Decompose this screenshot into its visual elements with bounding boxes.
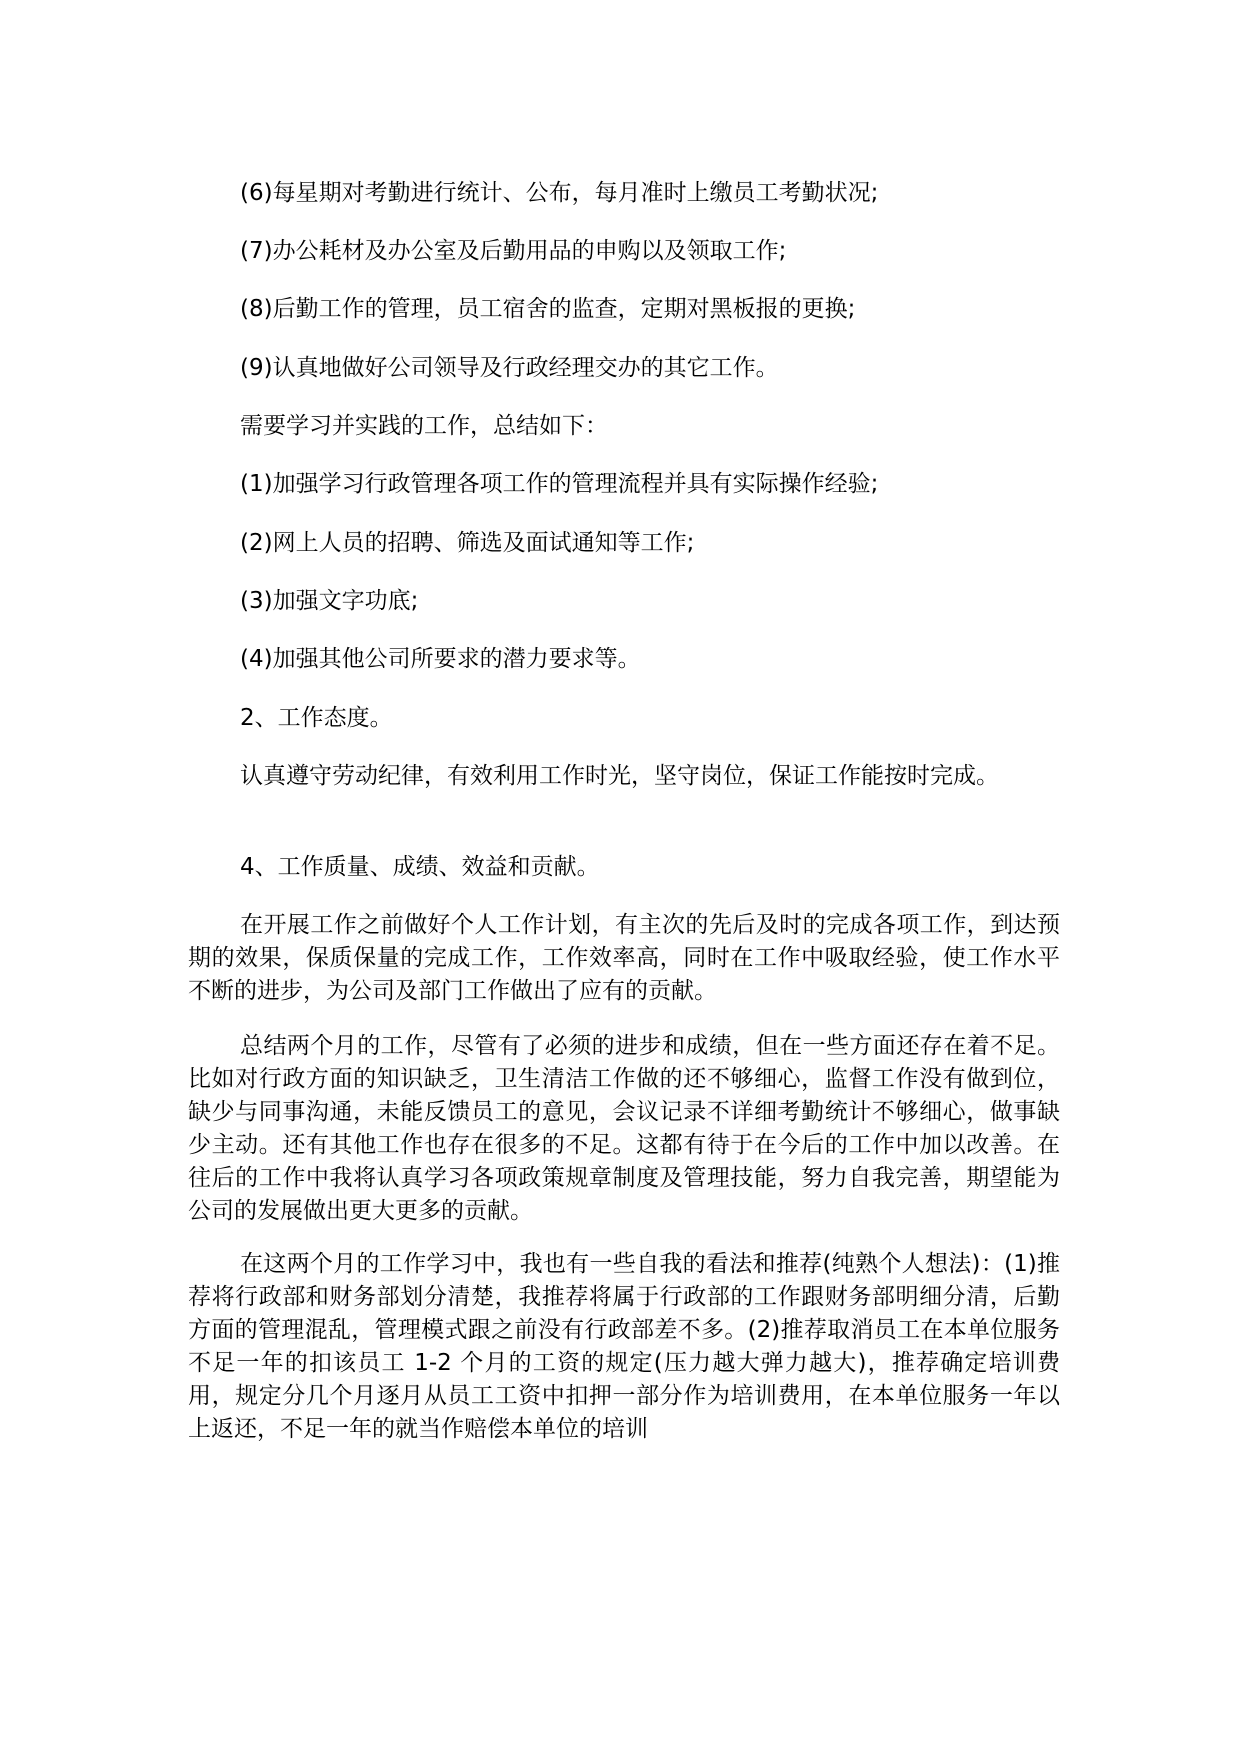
paragraph: 在开展工作之前做好个人工作计划，有主次的先后及时的完成各项工作，到达预期的效果，保质保量的完成工作，工作效率高，同时在工作中吸取经验，使工作水平不断的进步，为公司及部门工作做出了应有的贡献。 [188,912,1060,1004]
section-heading: 2、工作态度。 [240,705,393,731]
paragraph: 总结两个月的工作，尽管有了必须的进步和成绩，但在一些方面还存在着不足。比如对行政方面的知识缺乏，卫生清洁工作做的还不够细心，监督工作没有做到位，缺少与同事沟通，未能反馈员工的意见，会议记录不详细考勤统计不够细心，做事缺少主动。还有其他工作也存在很多的不足。这都有待于在今后的工作中加以改善。在往后的工作中我将认真学习各项政策规章制度及管理技能，努力自我完善，期望能为公司的发展做出更大更多的贡献。 [188,1033,1060,1224]
paragraph: 在这两个月的工作学习中，我也有一些自我的看法和推荐(纯熟个人想法)：(1)推荐将行政部和财务部划分清楚，我推荐将属于行政部的工作跟财务部明细分清，后勤方面的管理混乱，管理模式跟之前没有行政部差不多。(2)推荐取消员工在本单位服务不足一年的扣该员工 1-2 个月的工资的规定(压力越大弹力越大)，推荐确定培训费用，规定分几个月逐月从员工工资中扣押一部分作为培训费用，在本单位服务一年以上返还，不足一年的就当作赔偿本单位的培训 [188,1251,1060,1442]
paragraph: 需要学习并实践的工作，总结如下： [240,413,608,439]
paragraph: 认真遵守劳动纪律，有效利用工作时光，坚守岗位，保证工作能按时完成。 [240,763,999,789]
paragraph: (8)后勤工作的管理，员工宿舍的监查，定期对黑板报的更换; [240,296,856,322]
paragraph: (9)认真地做好公司领导及行政经理交办的其它工作。 [240,355,779,381]
paragraph: (6)每星期对考勤进行统计、公布，每月准时上缴员工考勤状况; [240,180,879,206]
paragraph: (7)办公耗材及办公室及后勤用品的申购以及领取工作; [240,238,787,264]
paragraph: (2)网上人员的招聘、筛选及面试通知等工作; [240,530,695,556]
paragraph: (4)加强其他公司所要求的潜力要求等。 [240,646,641,672]
paragraph: (1)加强学习行政管理各项工作的管理流程并具有实际操作经验; [240,471,879,497]
section-heading: 4、工作质量、成绩、效益和贡献。 [240,854,600,880]
paragraph: (3)加强文字功底; [240,588,419,614]
